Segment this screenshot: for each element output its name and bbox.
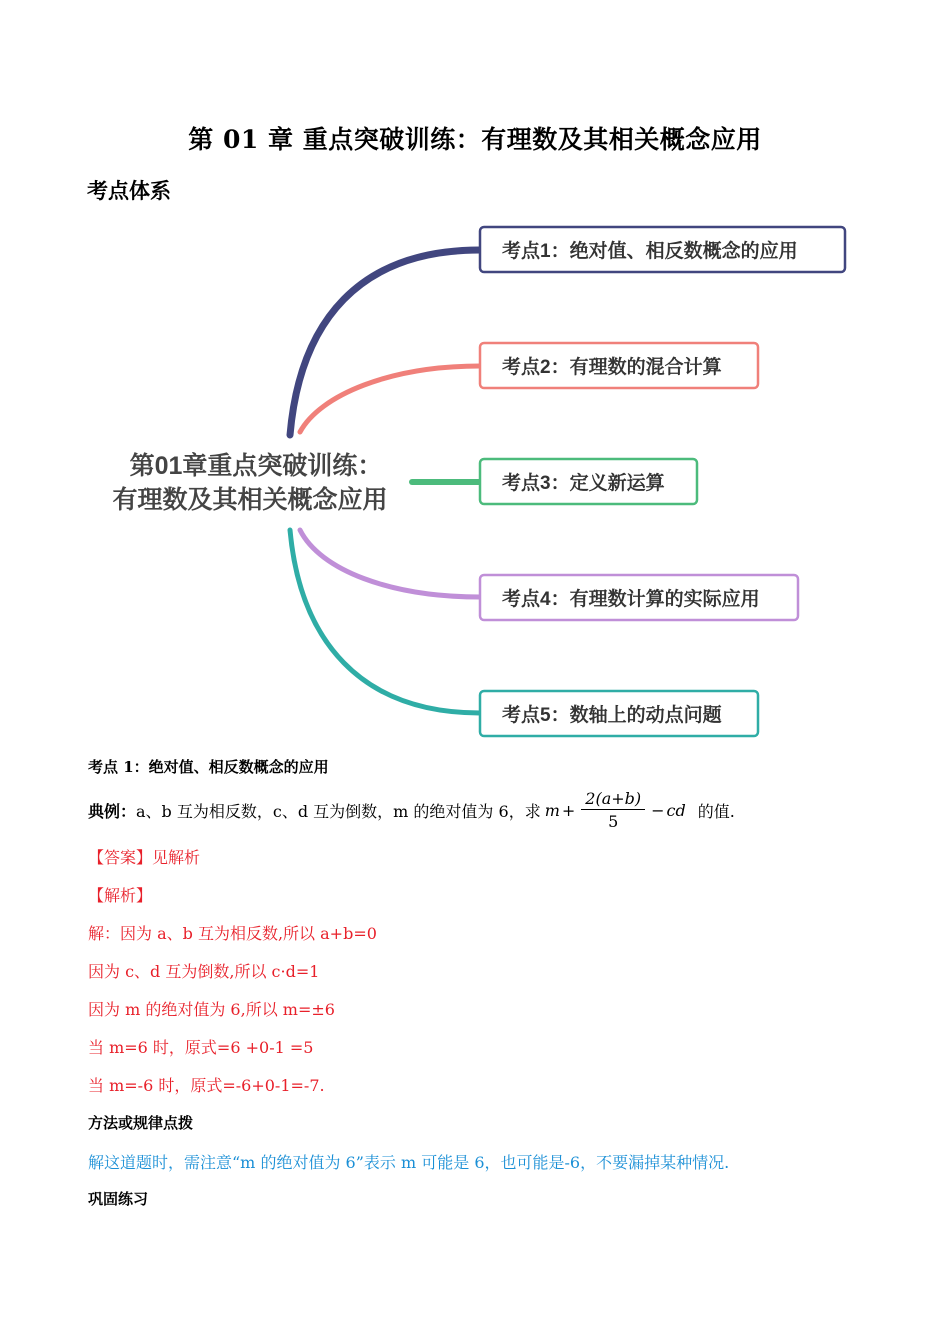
formula-plus: +	[561, 800, 576, 820]
example-label: 典例：	[88, 801, 137, 821]
solution-line-3: 因为 m 的绝对值为 6,所以 m=±6	[88, 1000, 335, 1019]
answer-line: 【答案】见解析	[88, 848, 201, 867]
method-heading: 方法或规律点拨	[88, 1114, 194, 1132]
example-problem	[88, 788, 735, 832]
mindmap-branch-4	[300, 530, 480, 597]
method-text: 解这道题时，需注意“m 的绝对值为 6”表示 m 可能是 6，也可能是-6，不要漏掉某种情况.	[88, 1153, 730, 1172]
mindmap-branch-5	[290, 530, 480, 713]
mind-map	[0, 210, 950, 750]
mindmap-node-5-label: 考点5：数轴上的动点问题	[502, 705, 722, 726]
formula-fraction	[581, 789, 645, 831]
page-title: 第 01 章 重点突破训练：有理数及其相关概念应用	[188, 125, 762, 154]
formula-denominator: 5	[608, 812, 619, 831]
mindmap-branch-2	[300, 366, 480, 432]
example-text: a、b 互为相反数，c、d 互为倒数，m 的绝对值为 6，求	[136, 801, 541, 821]
mindmap-node-1-label: 考点1：绝对值、相反数概念的应用	[502, 241, 798, 262]
example-tail: 的值.	[697, 801, 735, 821]
formula-m: m	[544, 800, 560, 820]
mindmap-node-3-label: 考点3：定义新运算	[502, 473, 665, 494]
solution-line-2: 因为 c、d 互为倒数,所以 c·d=1	[88, 962, 320, 981]
mindmap-node-2-label: 考点2：有理数的混合计算	[502, 357, 722, 378]
mindmap-center-line2: 有理数及其相关概念应用	[112, 486, 388, 514]
analysis-label: 【解析】	[88, 886, 153, 905]
solution-line-1: 解：因为 a、b 互为相反数,所以 a+b=0	[88, 924, 377, 943]
formula-numerator: 2(a+b)	[581, 789, 645, 810]
mindmap-center-line1: 第01章重点突破训练：	[129, 452, 383, 480]
practice-heading: 巩固练习	[88, 1190, 149, 1208]
mindmap-node-4-label: 考点4：有理数计算的实际应用	[502, 589, 760, 610]
formula	[545, 789, 686, 831]
formula-minus: −	[651, 800, 665, 820]
solution-line-5: 当 m=-6 时，原式=-6+0-1=-7.	[88, 1076, 325, 1095]
kaodian1-heading: 考点 1：绝对值、相反数概念的应用	[88, 758, 329, 776]
formula-cd: cd	[666, 800, 686, 820]
solution-line-4: 当 m=6 时，原式=6 +0-1 =5	[88, 1038, 314, 1057]
section-heading: 考点体系	[87, 178, 171, 203]
